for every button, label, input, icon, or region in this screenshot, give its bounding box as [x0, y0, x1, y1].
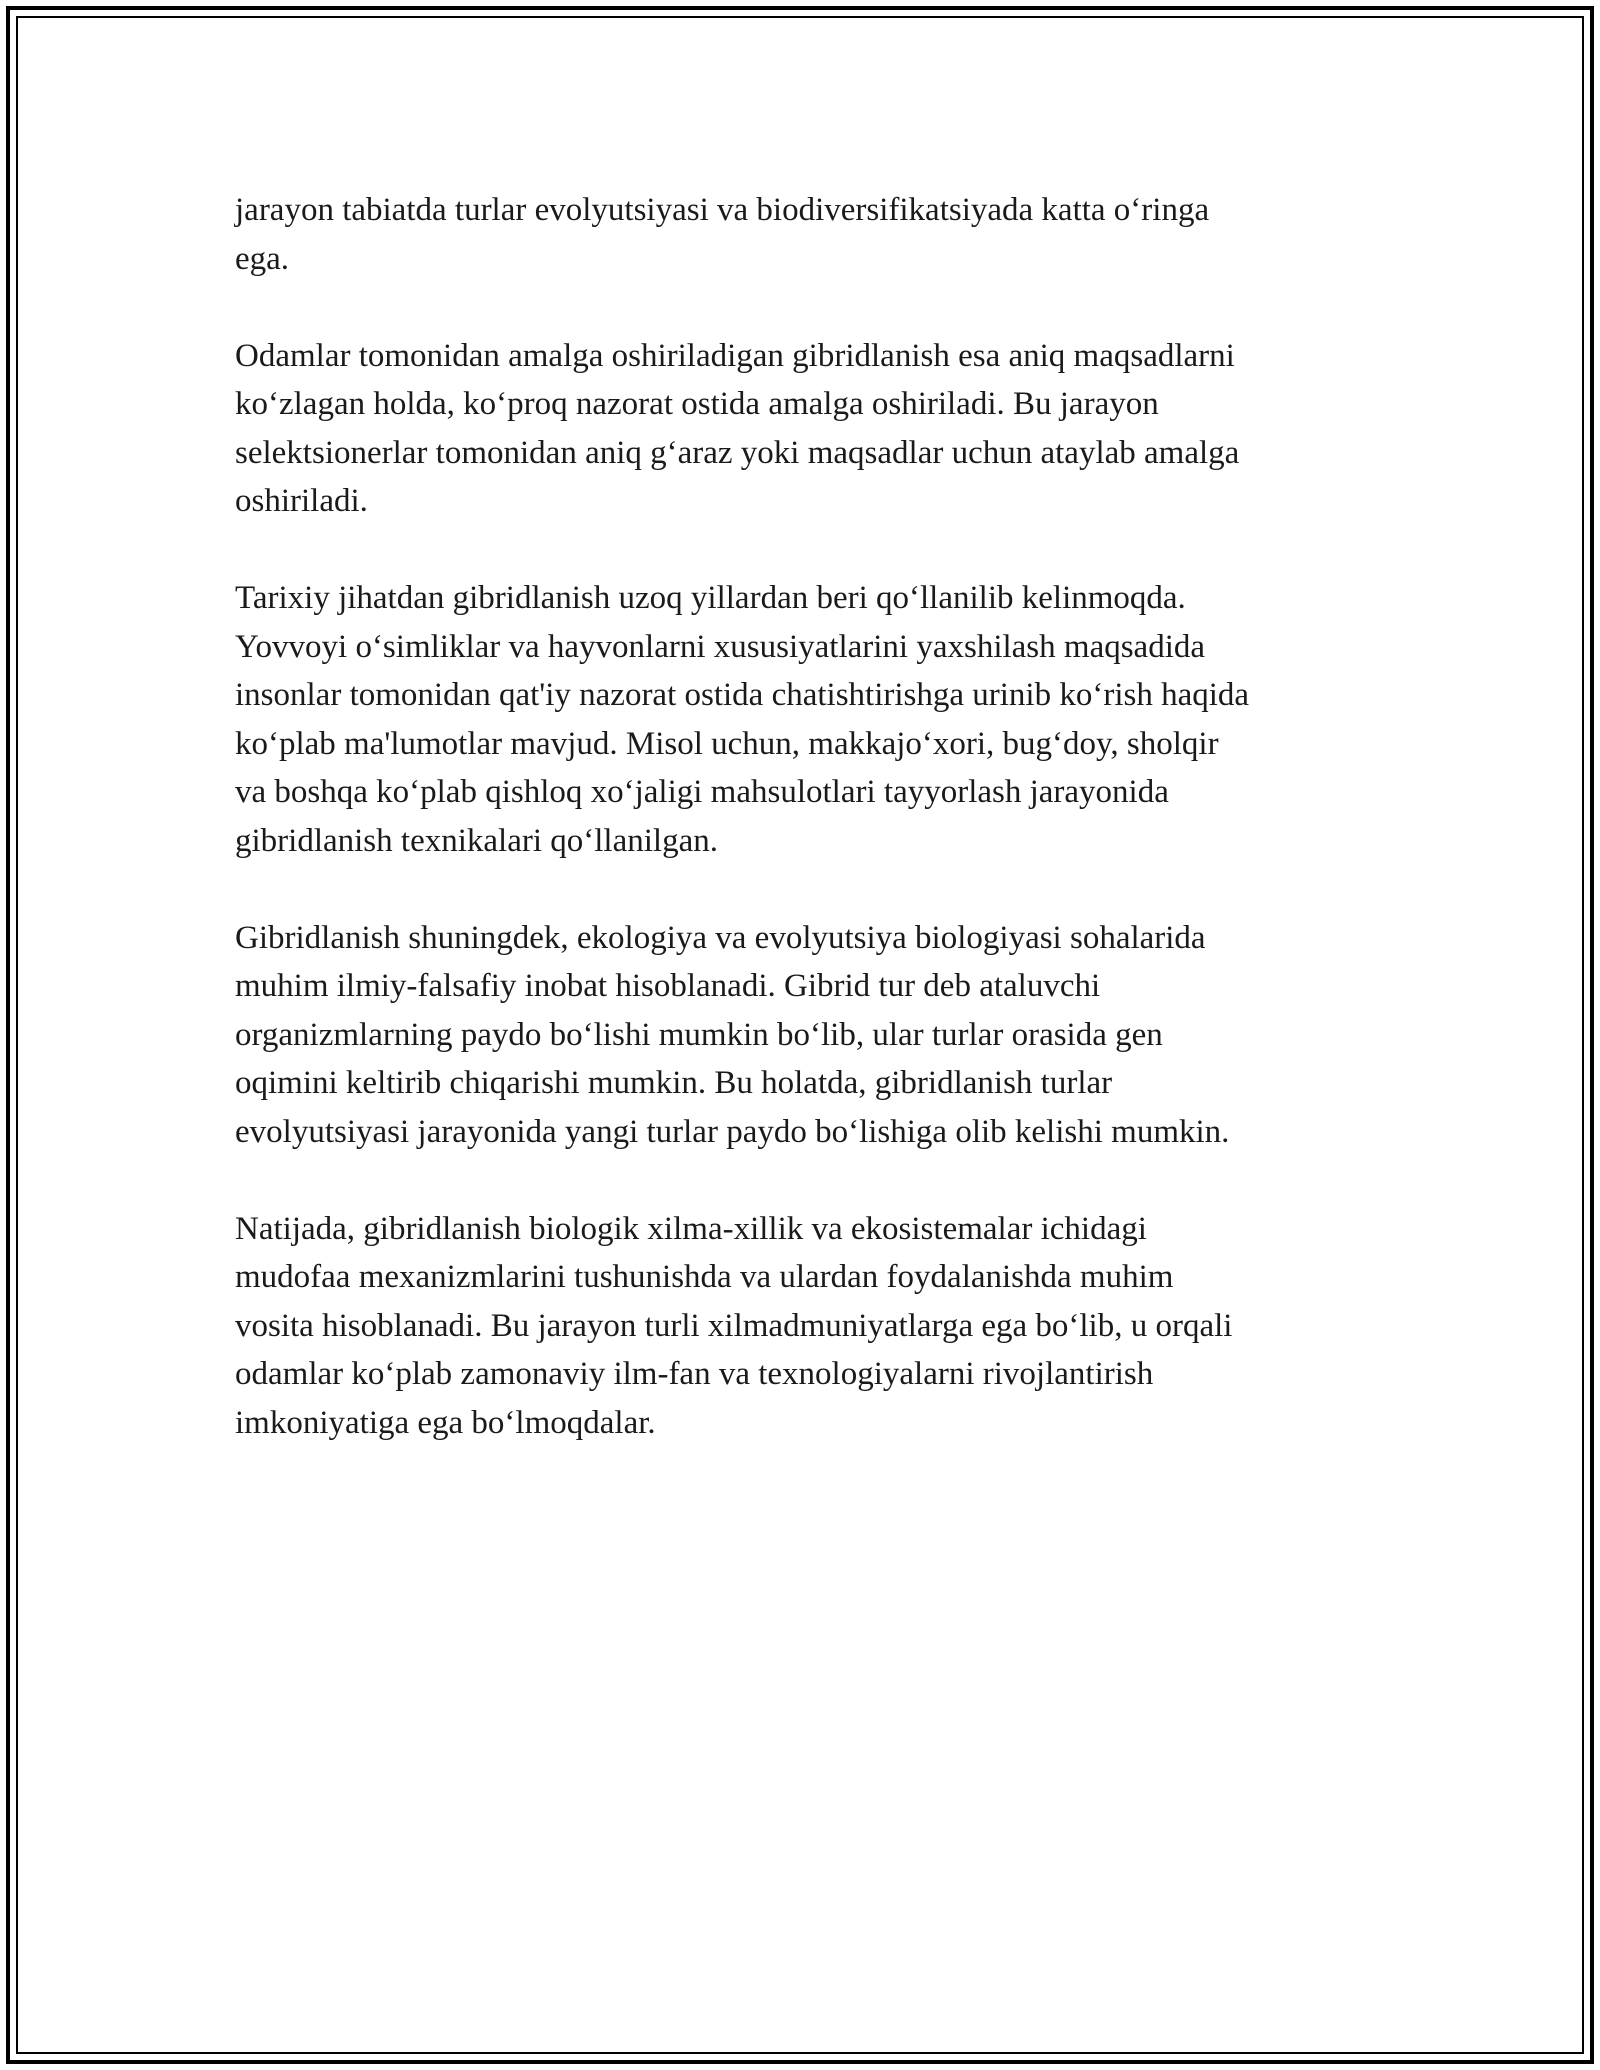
paragraph-1: jarayon tabiatda turlar evolyutsiyasi va biodiversifikatsiyada katta o‘ringa ega. [235, 192, 1210, 277]
paragraph-4: Gibridlanish shuningdek, ekologiya va evolyutsiya biologiyasi sohalarida muhim ilmiy-falsafiy inobat hisoblanadi. Gibrid tur deb ataluvchi organizmlarning paydo bo‘lishi mumkin bo‘lib, ular turlar orasida gen oqimini keltirib chiqarishi mumkin. Bu holatda, gibridlanish turlar evolyutsiyasi jarayonida yangi turlar paydo bo‘lishiga olib kelishi mumkin. [235, 919, 1230, 1150]
document-body [235, 186, 1375, 1496]
paragraph-3: Tarixiy jihatdan gibridlanish uzoq yillardan beri qo‘llanilib kelinmoqda. Yovvoyi o‘simliklar va hayvonlarni xususiyatlarini yaxshilash maqsadida insonlar tomonidan qat'iy nazorat ostida chatishtirishga urinib ko‘rish haqida ko‘plab ma'lumotlar mavjud. Misol uchun, makkajo‘xori, bug‘doy, sholqir va boshqa ko‘plab qishloq xo‘jaligi mahsulotlari tayyorlash jarayonida gibridlanish texnikalari qo‘llanilgan. [235, 580, 1250, 859]
paragraph-5: Natijada, gibridlanish biologik xilma-xillik va ekosistemalar ichidagi mudofaa mexanizmlarini tushunishda va ulardan foydalanishda muhim vosita hisoblanadi. Bu jarayon turli xilmadmuniyatlarga ega bo‘lib, u orqali odamlar ko‘plab zamonaviy ilm-fan va texnologiyalarni rivojlantirish imkoniyatiga ega bo‘lmoqdalar. [235, 1210, 1233, 1441]
paragraph-2: Odamlar tomonidan amalga oshiriladigan gibridlanish esa aniq maqsadlarni ko‘zlagan holda, ko‘proq nazorat ostida amalga oshiriladi. Bu jarayon selektsionerlar tomonidan aniq g‘araz yoki maqsadlar uchun ataylab amalga oshiriladi. [235, 337, 1240, 519]
